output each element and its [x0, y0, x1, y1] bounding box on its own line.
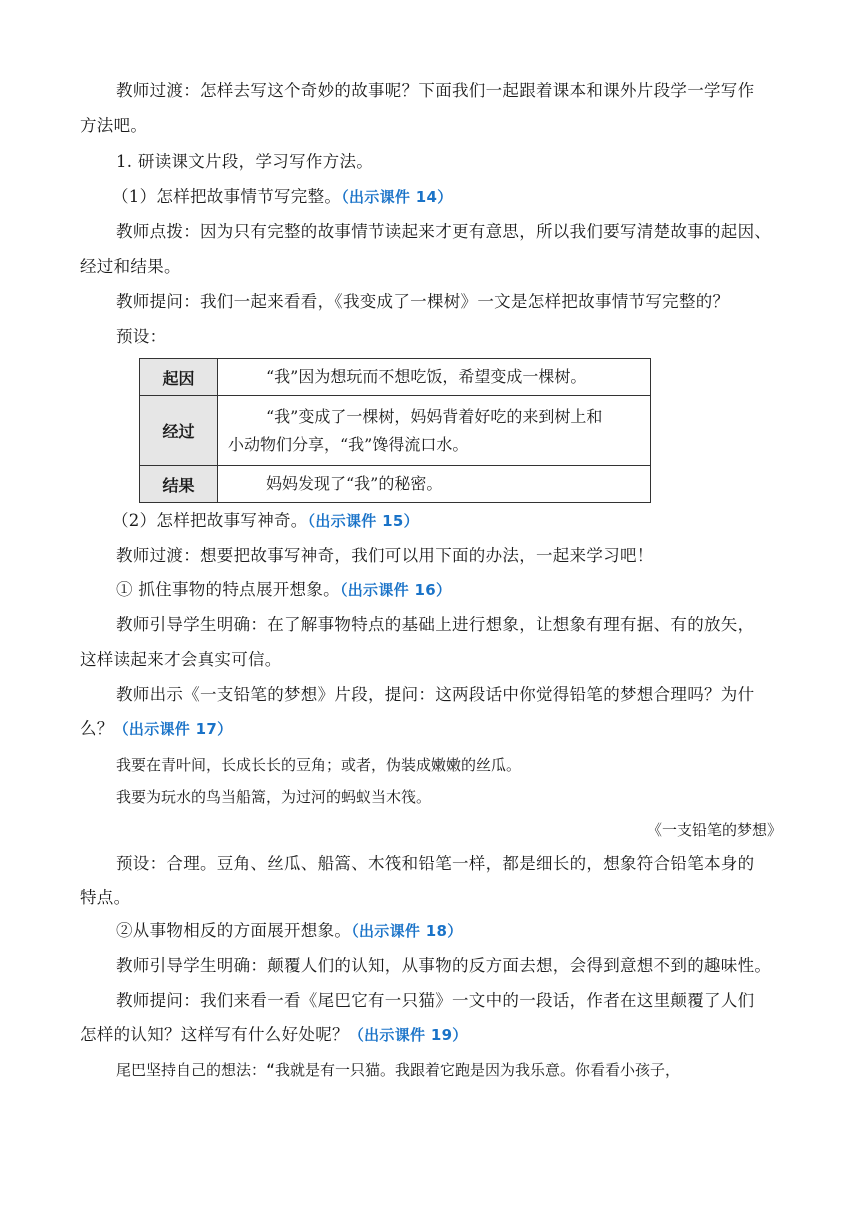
paragraph-text: 教师引导学生明确：在了解事物特点的基础上进行想象，让想象有理有据、有的放矢，	[116, 615, 755, 634]
subheading-text: （1）怎样把故事情节写完整。	[112, 187, 342, 206]
subheading	[80, 510, 814, 532]
paragraph	[80, 614, 818, 636]
paragraph-text: 教师点拨：因为只有完整的故事情节读起来才更有意思，所以我们要写清楚故事的起因、	[116, 222, 772, 241]
paragraph	[80, 326, 818, 348]
paragraph	[80, 291, 818, 313]
quote-line	[80, 786, 818, 808]
paragraph	[80, 990, 818, 1012]
table-row-label: 结果	[140, 466, 218, 503]
cell-text: 妈妈发现了“我”的秘密。	[266, 474, 443, 493]
quote-text: 尾巴坚持自己的想法：“我就是有一只猫。我跟着它跑是因为我乐意。你看看小孩子，	[116, 1061, 681, 1079]
paragraph	[80, 221, 818, 243]
quote-text: 我要为玩水的鸟当船篙，为过河的蚂蚁当木筏。	[116, 788, 432, 806]
table-cell	[218, 396, 651, 466]
paragraph-text: 教师过渡：想要把故事写神奇，我们可以用下面的办法，一起来学习吧！	[116, 546, 654, 565]
paragraph-text: 方法吧。	[80, 116, 148, 135]
subheading	[80, 920, 818, 942]
paragraph-text: 教师出示《一支铅笔的梦想》片段，提问：这两段话中你觉得铅笔的梦想合理吗？为什	[116, 685, 755, 704]
paragraph	[80, 684, 818, 706]
paragraph-text: 教师过渡：怎样去写这个奇妙的故事呢？下面我们一起跟着课本和课外片段学一学写作	[116, 81, 755, 100]
slide-reference: （出示课件 18）	[351, 922, 463, 940]
paragraph-cont	[80, 718, 782, 740]
subheading-text: （2）怎样把故事写神奇。	[112, 511, 308, 530]
paragraph-text: 特点。	[80, 888, 131, 907]
table-cell	[218, 359, 651, 396]
quote-line	[80, 1059, 818, 1081]
slide-reference: （出示课件 19）	[348, 1026, 468, 1044]
slide-reference: （出示课件 14）	[341, 188, 453, 206]
slide-reference: （出示课件 17）	[113, 720, 233, 738]
source-text: 《一支铅笔的梦想》	[646, 821, 782, 839]
paragraph-cont	[80, 887, 782, 909]
paragraph-text: 怎样的认知？这样写有什么好处呢？	[80, 1025, 349, 1044]
story-structure-table	[139, 358, 651, 503]
paragraph-text: 预设：	[116, 327, 167, 346]
quote-source	[80, 819, 782, 841]
cell-text: “我”变成了一棵树，妈妈背着好吃的来到树上和	[266, 406, 603, 426]
paragraph-text: 教师提问：我们一起来看看，《我变成了一棵树》一文是怎样把故事情节写完整的？	[116, 292, 730, 311]
paragraph	[80, 853, 818, 875]
quote-line	[80, 754, 818, 776]
table-row	[140, 466, 651, 503]
subheading	[80, 579, 818, 601]
section-heading	[80, 151, 818, 173]
slide-reference: （出示课件 16）	[339, 581, 452, 599]
paragraph-text: 预设：合理。豆角、丝瓜、船篙、木筏和铅笔一样，都是细长的，想象符合铅笔本身的	[116, 854, 755, 873]
table-row-label: 起因	[140, 359, 218, 396]
subheading	[80, 186, 814, 208]
paragraph-text: 教师提问：我们来看一看《尾巴它有一只猫》一文中的一段话，作者在这里颠覆了人们	[116, 991, 755, 1010]
subheading-text: ②从事物相反的方面展开想象。	[116, 921, 352, 940]
paragraph-cont	[80, 256, 782, 278]
paragraph-cont	[80, 1024, 782, 1046]
table-cell	[218, 466, 651, 503]
paragraph-text: 么？	[80, 719, 114, 738]
cell-text: 小动物们分享，“我”馋得流口水。	[228, 434, 469, 454]
paragraph-text: 这样读起来才会真实可信。	[80, 650, 282, 669]
heading-text: 1. 研读课文片段，学习写作方法。	[116, 152, 374, 171]
subheading-text: ① 抓住事物的特点展开想象。	[116, 580, 340, 599]
quote-text: 我要在青叶间，长成长长的豆角；或者，伪装成嫩嫩的丝瓜。	[116, 756, 522, 774]
cell-text: “我”因为想玩而不想吃饭，希望变成一棵树。	[266, 367, 587, 386]
slide-reference: （出示课件 15）	[307, 512, 419, 530]
table-row	[140, 396, 651, 466]
paragraph	[80, 545, 818, 567]
paragraph-text: 教师引导学生明确：颠覆人们的认知，从事物的反方面去想，会得到意想不到的趣味性。	[116, 956, 772, 975]
paragraph	[80, 80, 818, 102]
table-row-label: 经过	[140, 396, 218, 466]
table-row	[140, 359, 651, 396]
paragraph-cont	[80, 115, 782, 137]
paragraph-cont	[80, 649, 782, 671]
paragraph-text: 经过和结果。	[80, 257, 181, 276]
paragraph	[80, 955, 818, 977]
